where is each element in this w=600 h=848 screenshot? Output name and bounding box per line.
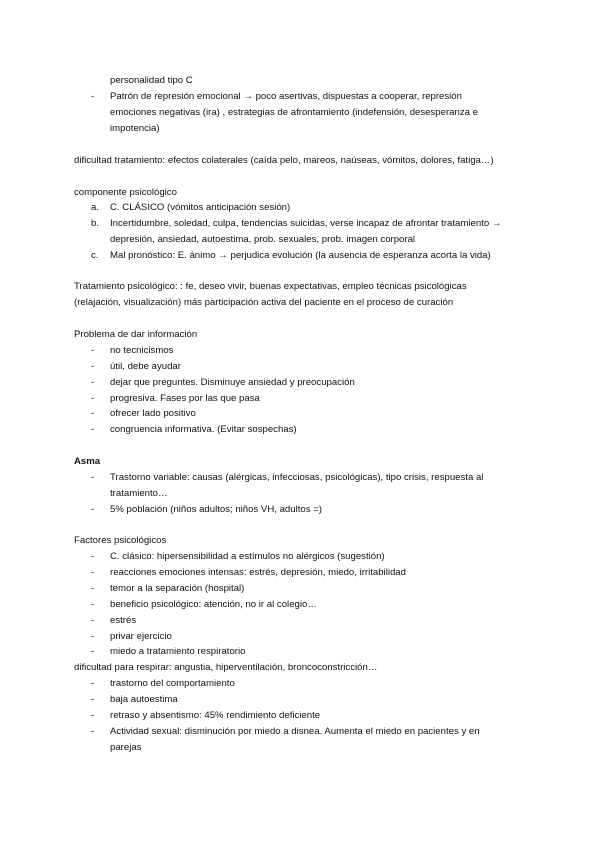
list-item: temor a la separación (hospital) <box>110 583 245 594</box>
list-item: beneficio psicológico: atención, no ir al colegio… <box>110 599 317 610</box>
list-marker-b: b. <box>91 218 100 229</box>
bullet-dash: - <box>91 726 95 737</box>
list-item: baja autoestima <box>110 694 178 705</box>
list-item: Incertidumbre, soledad, culpa, tendencias suicidas, verse incapaz de afrontar tratamiento → <box>110 218 502 229</box>
list-item: útil, debe ayudar <box>110 361 181 372</box>
list-item: trastorno del comportamiento <box>110 678 235 689</box>
list-item: estrés <box>110 615 137 626</box>
bullet-dash: - <box>91 408 95 419</box>
section-heading-bold: Asma <box>74 456 101 467</box>
text-line: Patrón de represión emocional → poco asertivas, dispuestas a cooperar, represión <box>110 91 462 102</box>
list-item: C. clásico: hipersensibilidad a estímulos no alérgicos (sugestión) <box>110 551 385 562</box>
section-heading: Problema de dar información <box>74 329 198 340</box>
list-item: C. CLÁSICO (vómitos anticipación sesión) <box>110 202 291 213</box>
list-item: Mal pronóstico: E. ánimo → perjudica evolución (la ausencia de esperanza acorta la vida) <box>110 250 491 261</box>
list-item: miedo a tratamiento respiratorio <box>110 646 246 657</box>
list-item: no tecnicismos <box>110 345 174 356</box>
list-marker-c: c. <box>91 250 99 261</box>
bullet-dash: - <box>91 504 95 515</box>
bullet-dash: - <box>91 361 95 372</box>
list-item: dejar que preguntes. Disminuye ansiedad y preocupación <box>110 377 355 388</box>
list-item: Trastorno variable: causas (alérgicas, infecciosas, psicológicas), tipo crisis, respuesta al <box>110 472 484 483</box>
bullet-dash: - <box>91 646 95 657</box>
bullet-dash: - <box>91 631 95 642</box>
text-line: depresión, ansiedad, autoestima, prob. sexuales, prob. imagen corporal <box>110 234 416 245</box>
bullet-dash: - <box>91 678 95 689</box>
list-item: privar ejercicio <box>110 631 172 642</box>
bullet-dash: - <box>91 377 95 388</box>
list-item: retraso y absentismo: 45% rendimiento deficiente <box>110 710 321 721</box>
bullet-dash: - <box>91 551 95 562</box>
section-heading: Factores psicológicos <box>74 535 167 546</box>
bullet-dash: - <box>91 615 95 626</box>
text-line: emociones negativas (ira) , estrategias de afrontamiento (indefensión, desesperanza e <box>110 107 478 118</box>
bullet-dash: - <box>91 694 95 705</box>
bullet-dash: - <box>91 472 95 483</box>
bullet-dash: - <box>91 393 95 404</box>
bullet-dash: - <box>91 583 95 594</box>
text-line: dificultad para respirar: angustia, hiperventilación, broncoconstricción… <box>74 662 378 673</box>
text-line: Tratamiento psicológico: : fe, deseo vivir, buenas expectativas, empleo técnicas psicológicas <box>74 281 467 292</box>
bullet-dash: - <box>91 345 95 356</box>
text-line: (relajación, visualización) más participación activa del paciente en el proceso de curación <box>74 297 454 308</box>
text-line: personalidad tipo C <box>110 75 193 86</box>
list-item: congruencia informativa. (Evitar sospechas) <box>110 424 297 435</box>
bullet-dash: - <box>91 599 95 610</box>
list-item: reacciones emociones intensas: estrés, depresión, miedo, irritabilidad <box>110 567 406 578</box>
text-line: impotencia) <box>110 123 160 134</box>
bullet-dash: - <box>91 424 95 435</box>
list-item: ofrecer lado positivo <box>110 408 196 419</box>
list-item: 5% población (niños adultos; niños VH, adultos =) <box>110 504 322 515</box>
bullet-dash: - <box>91 710 95 721</box>
list-item: Actividad sexual: disminución por miedo a disnea. Aumenta el miedo en pacientes y en <box>110 726 480 737</box>
list-item: progresiva. Fases por las que pasa <box>110 393 260 404</box>
text-line: dificultad tratamiento: efectos colaterales (caída pelo, mareos, naúseas, vómitos, dolores, fatiga…) <box>74 155 494 166</box>
bullet-dash: - <box>91 567 95 578</box>
text-line: tratamiento… <box>110 488 168 499</box>
section-heading: componente psicológico <box>74 187 177 198</box>
text-line: parejas <box>110 742 142 753</box>
list-marker-a: a. <box>91 202 100 213</box>
bullet-dash: - <box>91 91 95 102</box>
